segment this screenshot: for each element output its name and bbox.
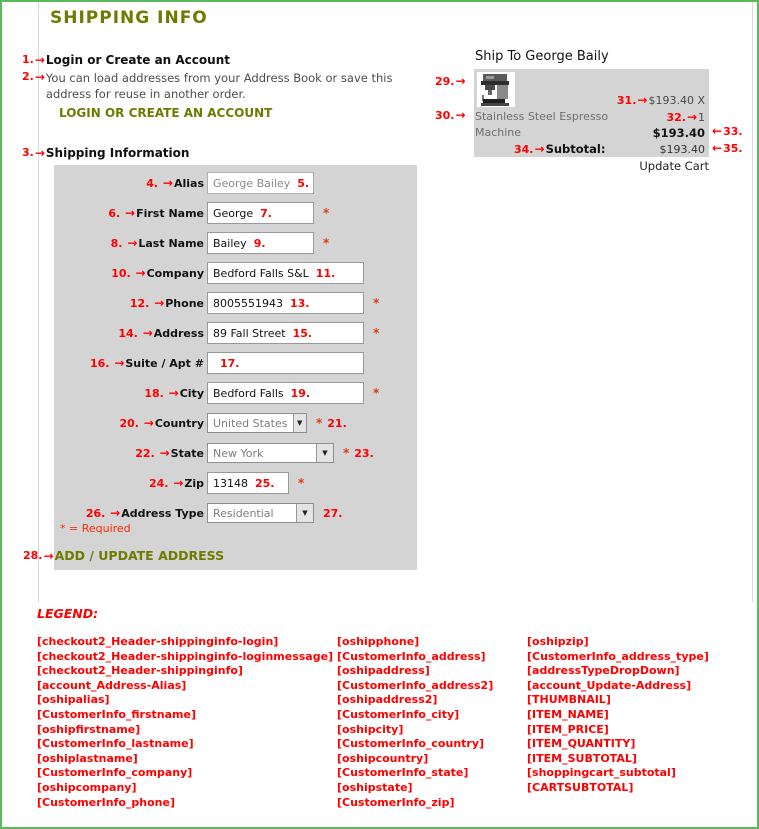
company-value: Bedford Falls S&L [213, 266, 309, 280]
espresso-machine-icon [477, 72, 515, 107]
legend-item: [oshipcompany] [37, 780, 137, 794]
address-input[interactable] [207, 322, 364, 344]
arrow-right-icon: → [135, 266, 146, 280]
city-label-text: City [179, 387, 204, 400]
zip-label-text: Zip [184, 477, 204, 490]
callout-1: 1. [22, 53, 34, 66]
legend-item: [oshipstate] [337, 780, 413, 794]
city-label [54, 386, 204, 400]
suite-apt-row [54, 352, 417, 374]
legend-item: [THUMBNAIL] [527, 693, 611, 707]
country-row [54, 412, 417, 434]
arrow-left-icon: ← [712, 124, 723, 138]
arrow-right-icon: → [34, 70, 45, 84]
zip-label [54, 476, 204, 490]
callout-10: 10. [111, 267, 131, 280]
subtotal-value: $193.40 [659, 143, 705, 156]
address-label [54, 326, 204, 340]
legend-item: [oshiplastname] [37, 751, 138, 765]
address-row [54, 322, 417, 344]
city-suffix [373, 386, 379, 400]
company-label-text: Company [146, 267, 204, 280]
city-input[interactable] [207, 382, 364, 404]
legend-column-1 [37, 635, 333, 810]
city-row [54, 382, 417, 404]
last-name-input[interactable] [207, 232, 314, 254]
legend-item: [checkout2_Header-shippinginfo-loginmessage] [37, 649, 334, 663]
first-name-row [54, 202, 417, 224]
dropdown-arrow-icon[interactable]: ▼ [296, 504, 313, 522]
alias-input[interactable] [207, 172, 314, 194]
arrow-right-icon: → [143, 416, 154, 430]
item-quantity: 1 [698, 110, 705, 124]
login-or-create-account-link[interactable]: LOGIN OR CREATE AN ACCOUNT [59, 106, 273, 120]
legend-item: [oshipaddress] [337, 664, 430, 678]
callout-18: 18. [144, 387, 164, 400]
callout-3: 3. [22, 146, 34, 159]
ship-to-heading: Ship To George Baily [475, 49, 609, 64]
item-price: $193.40 X [648, 93, 705, 107]
legend-item: [CustomerInfo_company] [37, 766, 193, 780]
required-star-icon: * [343, 446, 350, 460]
legend-item: [addressTypeDropDown] [527, 664, 680, 678]
arrow-right-icon: → [173, 476, 184, 490]
legend-title: LEGEND: [37, 606, 99, 621]
callout-7: 7. [260, 206, 272, 220]
address-suffix [373, 326, 379, 340]
callout-11: 11. [315, 266, 336, 280]
first-name-input[interactable] [207, 202, 314, 224]
legend-item: [ITEM_SUBTOTAL] [527, 751, 637, 765]
callout-26: 26. [85, 507, 106, 520]
legend-item: [CustomerInfo_city] [337, 707, 460, 721]
callout-34: 34. [514, 142, 534, 156]
arrow-right-icon: → [110, 506, 121, 520]
country-label-text: Country [154, 417, 204, 430]
arrow-right-icon: → [455, 108, 466, 122]
legend-item: [account_Update-Address] [527, 678, 692, 692]
legend-item: [ITEM_QUANTITY] [527, 737, 636, 751]
address-type-label-text: Address Type [121, 507, 204, 520]
company-label [54, 266, 204, 280]
required-star-icon: * [373, 326, 380, 340]
company-row [54, 262, 417, 284]
arrow-right-icon: → [168, 386, 179, 400]
arrow-right-icon: → [125, 206, 136, 220]
callout-4: 4. [146, 177, 159, 190]
last-name-row [54, 232, 417, 254]
callout-28: 28. [23, 549, 43, 562]
callout-22: 22. [135, 447, 155, 460]
callout-20: 20. [119, 417, 139, 430]
item-subtotal: $193.40 [652, 126, 705, 140]
state-label-text: State [170, 447, 204, 460]
alias-value: George Bailey [213, 176, 291, 190]
address-type-select[interactable] [207, 503, 314, 523]
arrow-right-icon: → [127, 236, 138, 250]
legend-column-3 [527, 635, 709, 796]
arrow-right-icon: → [114, 356, 125, 370]
arrow-right-icon: → [159, 446, 170, 460]
page-title: SHIPPING INFO [50, 8, 208, 28]
legend-item: [CustomerInfo_address_type] [527, 649, 709, 663]
legend-item: [shoppingcart_subtotal] [527, 766, 676, 780]
legend-item: [CustomerInfo_zip] [337, 795, 455, 809]
callout-2: 2. [22, 70, 34, 83]
alias-label [54, 176, 204, 190]
arrow-right-icon: → [686, 110, 697, 124]
callout-13: 13. [290, 296, 310, 310]
legend-item: [oshipalias] [37, 693, 110, 707]
subtotal-label: Subtotal: [545, 142, 606, 156]
zip-suffix [298, 476, 304, 490]
arrow-right-icon: → [142, 326, 153, 340]
address-type-row [54, 502, 417, 524]
address-value: 89 Fall Street [213, 326, 286, 340]
zip-input[interactable] [207, 472, 289, 494]
callout-21: 21. [327, 416, 347, 430]
arrow-right-icon: → [43, 548, 54, 563]
callout-6: 6. [108, 207, 121, 220]
legend-item: [oshipcity] [337, 722, 404, 736]
update-cart-link[interactable]: Update Cart [639, 159, 709, 173]
callout-32: 32. [666, 110, 686, 124]
legend-column-2 [337, 635, 493, 810]
item-name: Stainless Steel Espresso Machine [475, 110, 609, 139]
espresso-machine-thumbnail[interactable] [477, 72, 515, 107]
country-label [54, 416, 204, 430]
legend-item: [account_Address-Alias] [37, 678, 187, 692]
legend-item: [oshipzip] [527, 635, 589, 648]
callout-8: 8. [110, 237, 123, 250]
callout-9: 9. [253, 236, 266, 250]
legend-item: [ITEM_PRICE] [527, 722, 609, 736]
arrow-right-icon: → [34, 53, 45, 67]
arrow-left-icon: ← [712, 141, 723, 155]
arrow-right-icon: → [534, 142, 545, 156]
arrow-right-icon: → [34, 146, 45, 160]
callout-17: 17. [220, 356, 240, 370]
zip-value: 13148 [213, 476, 248, 490]
callout-23: 23. [354, 446, 374, 460]
country-select[interactable] [207, 413, 307, 433]
callout-5: 5. [297, 176, 310, 190]
required-star-icon: * [373, 296, 380, 310]
country-selected-value: United States [213, 416, 288, 430]
legend-item: [CustomerInfo_state] [337, 766, 469, 780]
dropdown-arrow-icon[interactable]: ▼ [316, 444, 333, 462]
login-heading: Login or Create an Account [45, 53, 230, 67]
required-star-icon: * [298, 476, 305, 490]
callout-29: 29. [435, 74, 455, 88]
address-label-text: Address [153, 327, 204, 340]
required-star-icon: * [323, 236, 330, 250]
legend-item: [CustomerInfo_country] [337, 737, 485, 751]
alias-row [54, 172, 417, 194]
callout-14: 14. [118, 327, 138, 340]
callout-12: 12. [129, 297, 150, 310]
first-name-suffix [323, 206, 329, 220]
callout-19: 19. [290, 386, 311, 400]
suite-apt-input[interactable] [207, 352, 364, 374]
callout-24: 24. [148, 477, 169, 490]
legend-item: [CustomerInfo_phone] [37, 795, 175, 809]
callout-16: 16. [89, 357, 110, 370]
shipping-form-panel [54, 165, 417, 570]
legend-item: [ITEM_NAME] [527, 707, 609, 721]
cart-summary-panel [474, 69, 709, 157]
last-name-value: Bailey [213, 236, 247, 250]
right-column-divider [752, 2, 753, 602]
phone-input[interactable] [207, 292, 364, 314]
required-star-icon: * [323, 206, 330, 220]
first-name-label-text: First Name [136, 207, 204, 220]
arrow-right-icon: → [637, 93, 648, 107]
last-name-label-text: Last Name [138, 237, 204, 250]
state-select[interactable] [207, 443, 334, 463]
phone-label-text: Phone [165, 297, 204, 310]
last-name-label [54, 236, 204, 250]
required-star-icon: * [373, 386, 380, 400]
legend-item: [checkout2_Header-shippinginfo] [37, 664, 243, 678]
callout-25: 25. [255, 476, 275, 490]
state-row [54, 442, 417, 464]
required-star-icon: * [316, 416, 323, 430]
alias-label-text: Alias [173, 177, 204, 190]
callout-30: 30. [435, 108, 455, 122]
shipping-information-heading: Shipping Information [45, 146, 190, 160]
suite-apt-label [54, 356, 204, 370]
legend-item: [CustomerInfo_firstname] [37, 707, 196, 721]
arrow-right-icon: → [162, 176, 173, 190]
callout-35: 35. [723, 141, 743, 155]
phone-label [54, 296, 204, 310]
phone-row [54, 292, 417, 314]
legend-item: [CustomerInfo_address2] [337, 678, 494, 692]
callout-27: 27. [323, 506, 343, 520]
legend-item: [oshipcountry] [337, 751, 429, 765]
state-selected-value: New York [213, 446, 264, 460]
address-type-selected-value: Residential [213, 506, 274, 520]
legend-item: [oshipfirstname] [37, 722, 141, 736]
address-type-label [54, 506, 204, 520]
login-message: You can load addresses from your Address Book or save this address for reuse in another order. [45, 71, 393, 101]
first-name-value: George [213, 206, 254, 220]
callout-15: 15. [292, 326, 313, 340]
country-suffix [316, 416, 347, 430]
legend-item: [CustomerInfo_lastname] [37, 737, 194, 751]
state-suffix [343, 446, 374, 460]
dropdown-arrow-icon[interactable]: ▼ [293, 414, 307, 432]
callout-33: 33. [723, 124, 743, 138]
phone-suffix [373, 296, 379, 310]
legend-item: [CARTSUBTOTAL] [527, 780, 634, 794]
arrow-right-icon: → [455, 74, 466, 88]
required-note: * = Required [60, 522, 131, 535]
first-name-label [54, 206, 204, 220]
state-label [54, 446, 204, 460]
legend-item: [oshipphone] [337, 635, 420, 648]
add-update-address-link[interactable]: ADD / UPDATE ADDRESS [54, 548, 225, 563]
arrow-right-icon: → [154, 296, 165, 310]
last-name-suffix [323, 236, 329, 250]
city-value: Bedford Falls [213, 386, 284, 400]
callout-31: 31. [616, 93, 637, 107]
zip-row [54, 472, 417, 494]
phone-value: 8005551943 [213, 296, 283, 310]
legend-item: [oshipaddress2] [337, 693, 438, 707]
address-type-suffix [323, 507, 343, 520]
legend-item: [CustomerInfo_address] [337, 649, 486, 663]
suite-apt-label-text: Suite / Apt # [125, 357, 204, 370]
company-input[interactable] [207, 262, 364, 284]
legend-item: [checkout2_Header-shippinginfo-login] [37, 635, 279, 648]
